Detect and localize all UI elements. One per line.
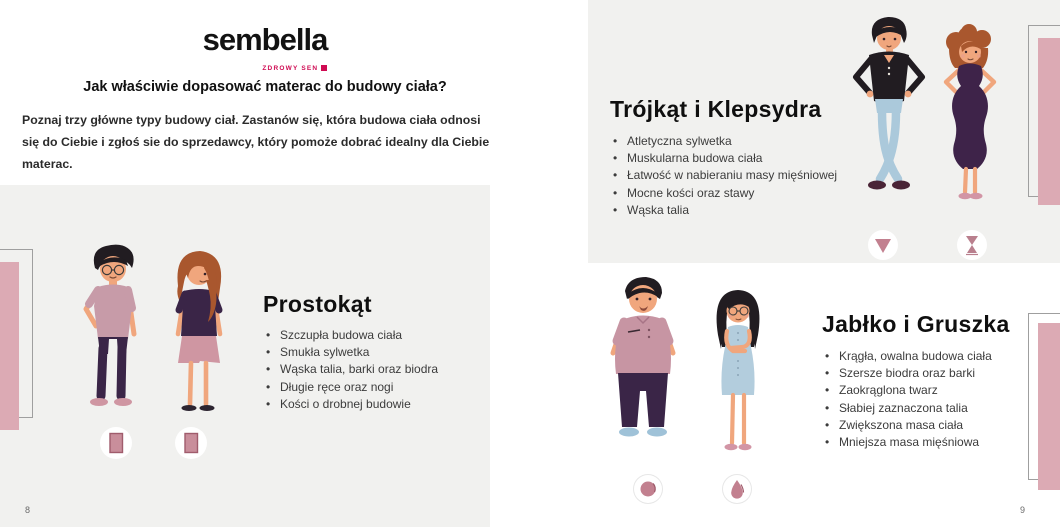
list-item: • Krągła, owalna budowa ciała [822, 348, 1032, 365]
section-title-prostokat: Prostokąt [263, 291, 372, 317]
illustration-hourglass-woman [925, 22, 1015, 222]
list-item: • Łatwość w nabieraniu masy mięśniowej [610, 167, 850, 184]
bullet-list-prostokat [263, 327, 483, 413]
brand-square-icon [321, 65, 327, 71]
rectangle-icon-glyph [175, 427, 207, 459]
brand-wordmark: sembella [202, 22, 328, 57]
list-item: • Mniejsza masa mięśniowa [822, 434, 1032, 451]
section-title-jablko-gruszka: Jabłko i Gruszka [822, 311, 1010, 337]
illustration-rectangle-woman [148, 246, 248, 426]
triangle-icon [868, 230, 898, 260]
decor-pink-rect-right-bottom [1038, 323, 1060, 490]
hourglass-icon-glyph [957, 230, 987, 260]
hourglass-icon [957, 230, 987, 260]
brand-logo [0, 24, 530, 75]
list-item: • Wąska talia [610, 202, 850, 219]
list-item: • Atletyczna sylwetka [610, 133, 850, 150]
intro-paragraph: Poznaj trzy główne typy budowy ciał. Zastanów się, która budowa ciała odnosi się do Ciebie i zgłoś sie do sprzedawcy, który pomoże dobrać idealny dla Ciebie materac. [22, 113, 490, 171]
apple-icon [634, 475, 662, 503]
rectangle-icon [100, 427, 132, 459]
illustration-triangle-man [838, 15, 938, 215]
list-item: • Mocne kości oraz stawy [610, 185, 850, 202]
list-item: • Szersze biodra oraz barki [822, 365, 1032, 382]
decor-pink-rect-left [0, 262, 19, 430]
triangle-icon-glyph [868, 230, 898, 260]
list-item: • Długie ręce oraz nogi [263, 379, 483, 396]
illustration-apple-man [592, 275, 692, 470]
list-item: • Słabiej zaznaczona talia [822, 400, 1032, 417]
page-number-left: 8 [25, 505, 31, 515]
list-item: • Wąska talia, barki oraz biodra [263, 361, 483, 378]
list-item: • Smukła sylwetka [263, 344, 483, 361]
decor-pink-rect-right-top [1038, 38, 1060, 205]
pear-icon [723, 475, 751, 503]
list-item: • Szczupła budowa ciała [263, 327, 483, 344]
list-item: • Kości o drobnej budowie [263, 396, 483, 413]
illustration-pear-woman [693, 283, 783, 473]
list-item: • Muskularna budowa ciała [610, 150, 850, 167]
bullet-list-jablko-gruszka [822, 348, 1032, 451]
rectangle-icon [175, 427, 207, 459]
page-number-right: 9 [1020, 505, 1026, 515]
apple-icon-glyph [634, 475, 662, 503]
illustration-rectangle-man [62, 242, 162, 422]
bullet-list-trojkat-klepsydra [610, 133, 850, 219]
list-item: • Zaokrąglona twarz [822, 382, 1032, 399]
page-title: Jak właściwie dopasować materac do budowy ciała? [83, 79, 447, 95]
section-title-trojkat-klepsydra: Trójkąt i Klepsydra [610, 96, 822, 122]
rectangle-icon-glyph [100, 427, 132, 459]
brand-tagline: ZDROWY SEN [262, 64, 319, 72]
list-item: • Zwiększona masa ciała [822, 417, 1032, 434]
pear-icon-glyph [723, 475, 751, 503]
